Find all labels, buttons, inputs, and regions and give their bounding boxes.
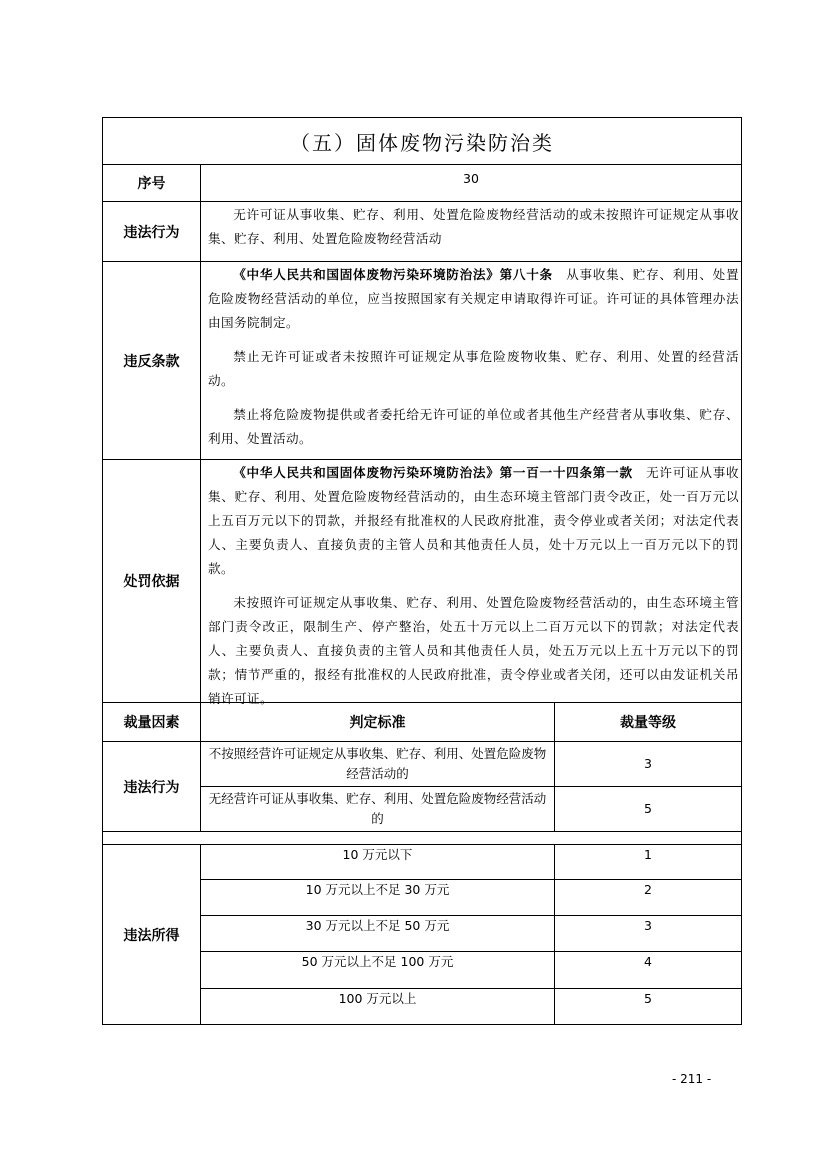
clause-text: 《中华人民共和国固体废物污染环境防治法》第八十条 从事收集、贮存、利用、处置危险废物经营活动的单位，应当按照国家有关规定申请取得许可证。许可证的具体管理办法由国务院制定。 禁止无许可证或者未按照许可证规定从事危险废物收集、贮存、利用、处置的经营活动。 禁止将危险废物提供或者委托给无许可证的单位或者其他生产经营者从事收集、贮存、利用、处置活动。 [200, 261, 742, 460]
header-criteria: 判定标准 [200, 702, 555, 742]
header-factor: 裁量因素 [102, 702, 201, 742]
penalty-label: 处罚依据 [102, 459, 201, 703]
income-criteria: 10 万元以上不足 30 万元 [200, 879, 555, 916]
income-level: 2 [554, 879, 742, 916]
spacer-row [102, 831, 742, 845]
header-level: 裁量等级 [554, 702, 742, 742]
serial-label: 序号 [102, 164, 201, 202]
violation-text: 无许可证从事收集、贮存、利用、处置危险废物经营活动的或未按照许可证规定从事收集、贮存、利用、处置危险废物经营活动 [200, 201, 742, 262]
income-level: 1 [554, 844, 742, 880]
income-criteria: 10 万元以下 [200, 844, 555, 880]
income-level: 4 [554, 951, 742, 989]
section-title: （五）固体废物污染防治类 [102, 117, 742, 165]
behavior-level: 3 [554, 741, 742, 787]
behavior-label: 违法行为 [102, 741, 201, 832]
behavior-criteria: 无经营许可证从事收集、贮存、利用、处置危险废物经营活动的 [200, 786, 555, 832]
income-criteria: 50 万元以上不足 100 万元 [200, 951, 555, 989]
income-criteria: 30 万元以上不足 50 万元 [200, 915, 555, 952]
violation-label: 违法行为 [102, 201, 201, 262]
behavior-level: 5 [554, 786, 742, 832]
income-label: 违法所得 [102, 844, 201, 1025]
page-number: - 211 - [672, 1072, 712, 1086]
income-level: 3 [554, 915, 742, 952]
behavior-criteria: 不按照经营许可证规定从事收集、贮存、利用、处置危险废物经营活动的 [200, 741, 555, 787]
penalty-text: 《中华人民共和国固体废物污染环境防治法》第一百一十四条第一款 无许可证从事收集、贮存、利用、处置危险废物经营活动的，由生态环境主管部门责令改正，处一百万元以上五百万元以下的罚款，并报经有批准权的人民政府批准，责令停业或者关闭；对法定代表人、主要负责人、直接负责的主管人员和其他责任人员，处十万元以上一百万元以下的罚款。 未按照许可证规定从事收集、贮存、利用、处置危险废物经营活动的，由生态环境主管部门责令改正，限制生产、停产整治，处五十万元以上二百万元以下的罚款；对法定代表人、主要负责人、直接负责的主管人员和其他责任人员，处五万元以上五十万元以下的罚款；情节严重的，报经有批准权的人民政府批准，责令停业或者关闭，还可以由发证机关吊销许可证。 [200, 459, 742, 703]
income-criteria: 100 万元以上 [200, 988, 555, 1025]
serial-value: 30 [200, 164, 742, 202]
income-level: 5 [554, 988, 742, 1025]
clause-label: 违反条款 [102, 261, 201, 460]
